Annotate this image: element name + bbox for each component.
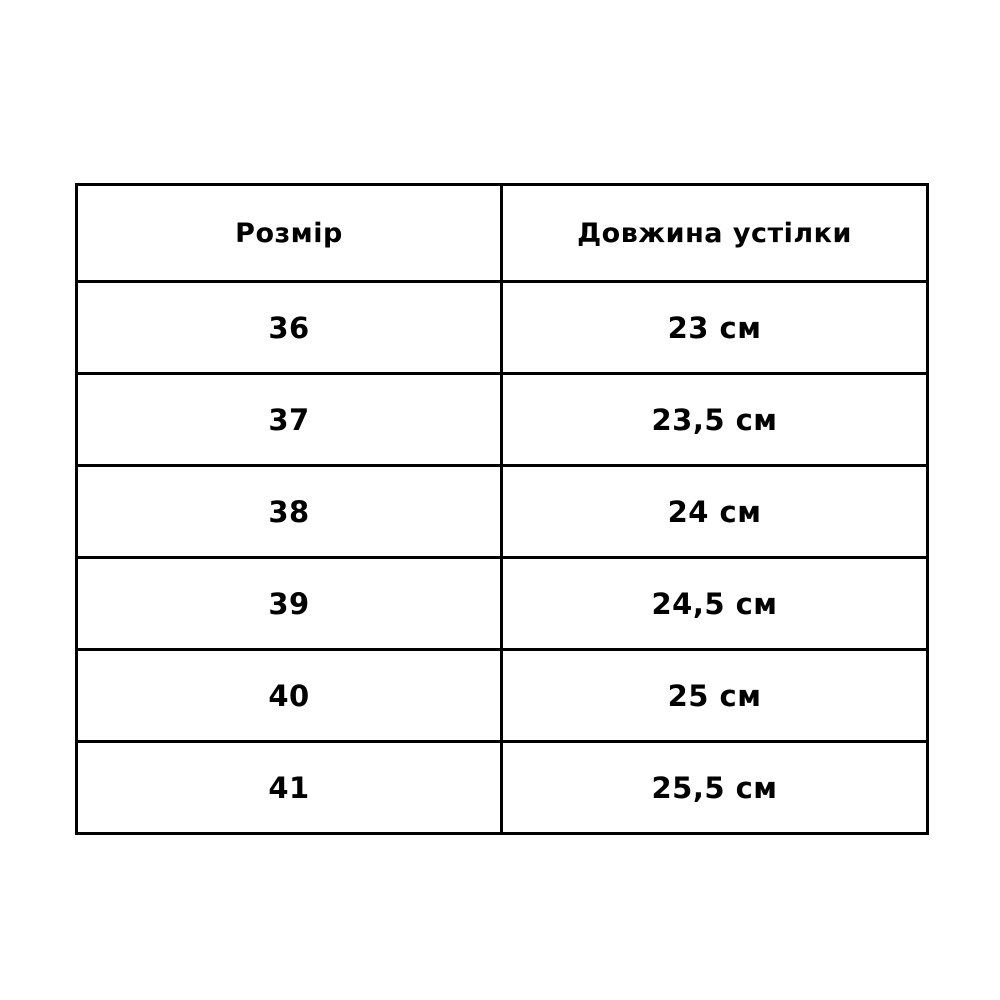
column-header-insole-length: Довжина устілки	[502, 185, 928, 282]
cell-size: 40	[77, 650, 502, 742]
table-row	[77, 650, 928, 742]
column-header-size: Розмір	[77, 185, 502, 282]
cell-length: 25,5 см	[502, 742, 928, 834]
table-row	[77, 282, 928, 374]
table-row	[77, 742, 928, 834]
cell-length: 24,5 см	[502, 558, 928, 650]
cell-size: 39	[77, 558, 502, 650]
cell-length: 25 см	[502, 650, 928, 742]
table-row	[77, 374, 928, 466]
table-row	[77, 558, 928, 650]
table-row	[77, 466, 928, 558]
cell-size: 38	[77, 466, 502, 558]
cell-size: 37	[77, 374, 502, 466]
cell-size: 36	[77, 282, 502, 374]
table-body	[77, 282, 928, 834]
size-chart	[75, 183, 926, 835]
cell-length: 24 см	[502, 466, 928, 558]
cell-size: 41	[77, 742, 502, 834]
size-table	[75, 183, 929, 835]
table-header-row	[77, 185, 928, 282]
cell-length: 23 см	[502, 282, 928, 374]
table-header	[77, 185, 928, 282]
cell-length: 23,5 см	[502, 374, 928, 466]
